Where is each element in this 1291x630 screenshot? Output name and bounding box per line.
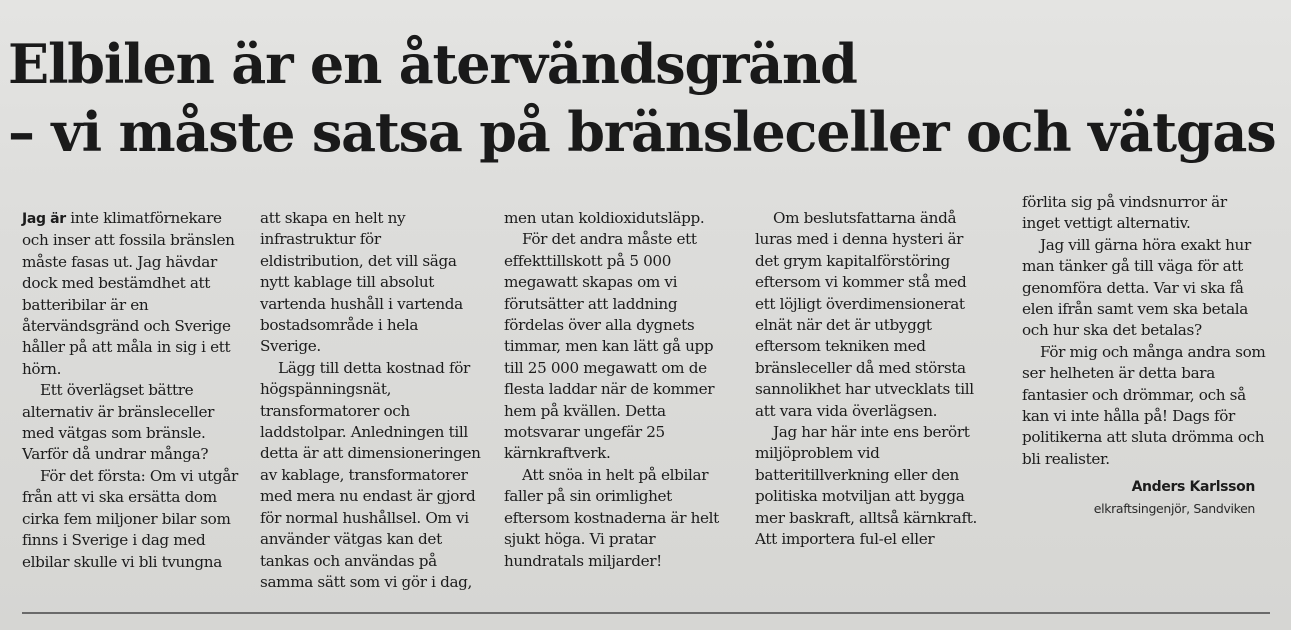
paragraph: Att snöa in helt på elbilar faller på sin orimlighet eftersom kostnaderna är helt sjukt höga. Vi pratar hundratals miljarder! xyxy=(504,465,719,570)
paragraph: att skapa en helt ny infrastruktur för eldistribution, det vill säga nytt kablage till absolut vartenda hushåll i vartenda bostadsområde i hela Sverige. xyxy=(260,209,463,356)
author-name: Anders Karlsson xyxy=(1131,479,1255,496)
paragraph: Lägg till detta kostnad för högspänningsnät, transformatorer och laddstolpar. Anledningen till detta är att dimensioneringen av kablage, transformatorer med mera nu endast är gjord för normal hushållsel. Om vi använder vätgas kan det tankas och användas på samma sätt som vi gör i dag, xyxy=(260,358,481,591)
paragraph: Jag vill gärna höra exakt hur man tänker gå till väga för att genomföra detta. Var vi ska få elen ifrån samt vem ska betala och hur ska det betalas? xyxy=(1022,235,1251,340)
article-body xyxy=(22,188,1272,608)
paragraph: För det första: Om vi utgår från att vi ska ersätta dom cirka fem miljoner bilar som finns i Sverige i dag med elbilar skulle vi bli tvungna xyxy=(22,466,238,571)
column-4 xyxy=(755,208,977,551)
column-5 xyxy=(1022,192,1267,520)
headline-line-2: – vi måste satsa på bränsleceller och vätgas xyxy=(8,100,1276,164)
paragraph: men utan koldioxidutsläpp. xyxy=(504,209,705,227)
column-2 xyxy=(260,208,482,593)
paragraph: För mig och många andra som ser helheten är detta bara fantasier och drömmar, och så kan vi inte hålla på! Dags för politikerna att sluta drömma och bli realister. xyxy=(1022,342,1266,468)
column-1 xyxy=(22,208,244,573)
paragraph: För det andra måste ett effekttillskott på 5 000 megawatt skapas om vi förutsätter att laddning fördelas över alla dygnets timmar, men kan lätt gå upp till 25 000 megawatt om de flesta laddar när de kommer hem på kvällen. Detta motsvarar ungefär 25 kärnkraftverk. xyxy=(504,230,715,463)
bottom-rule xyxy=(22,612,1270,614)
headline-line-1: Elbilen är en återvändsgränd xyxy=(8,32,857,96)
paragraph: Om beslutsfattarna ändå luras med i denna hysteri är det grym kapitalförstöring eftersom vi kommer stå med ett löjligt överdimensionerat elnät när det är utbyggt eftersom tekniken med bränsleceller då med största sannolikhet har utvecklats till att vara vida överlägsen. xyxy=(755,209,974,420)
paragraph: förlita sig på vindsnurror är inget vettigt alternativ. xyxy=(1022,193,1227,233)
article-headline xyxy=(8,30,1275,166)
author-title: elkraftsingenjör, Sandviken xyxy=(1093,501,1255,517)
paragraph-text: inte klimatförnekare och inser att fossila bränslen måste fasas ut. Jag hävdar dock med bestämdhet att batteribilar är en återvändsgränd och Sverige håller på att måla in sig i ett hörn. xyxy=(22,209,235,378)
paragraph: Ett överlägset bättre alternativ är bränsleceller med vätgas som bränsle. Varför då undrar många? xyxy=(22,381,215,464)
lead-in: Jag är xyxy=(22,211,66,227)
column-3 xyxy=(504,208,726,572)
author-signature xyxy=(1022,476,1267,520)
paragraph: Jag har här inte ens berört miljöproblem vid batteritillverkning eller den politiska motviljan att bygga mer baskraft, alltså kärnkraft. Att importera ful-el eller xyxy=(755,423,978,549)
paragraph xyxy=(22,208,244,380)
